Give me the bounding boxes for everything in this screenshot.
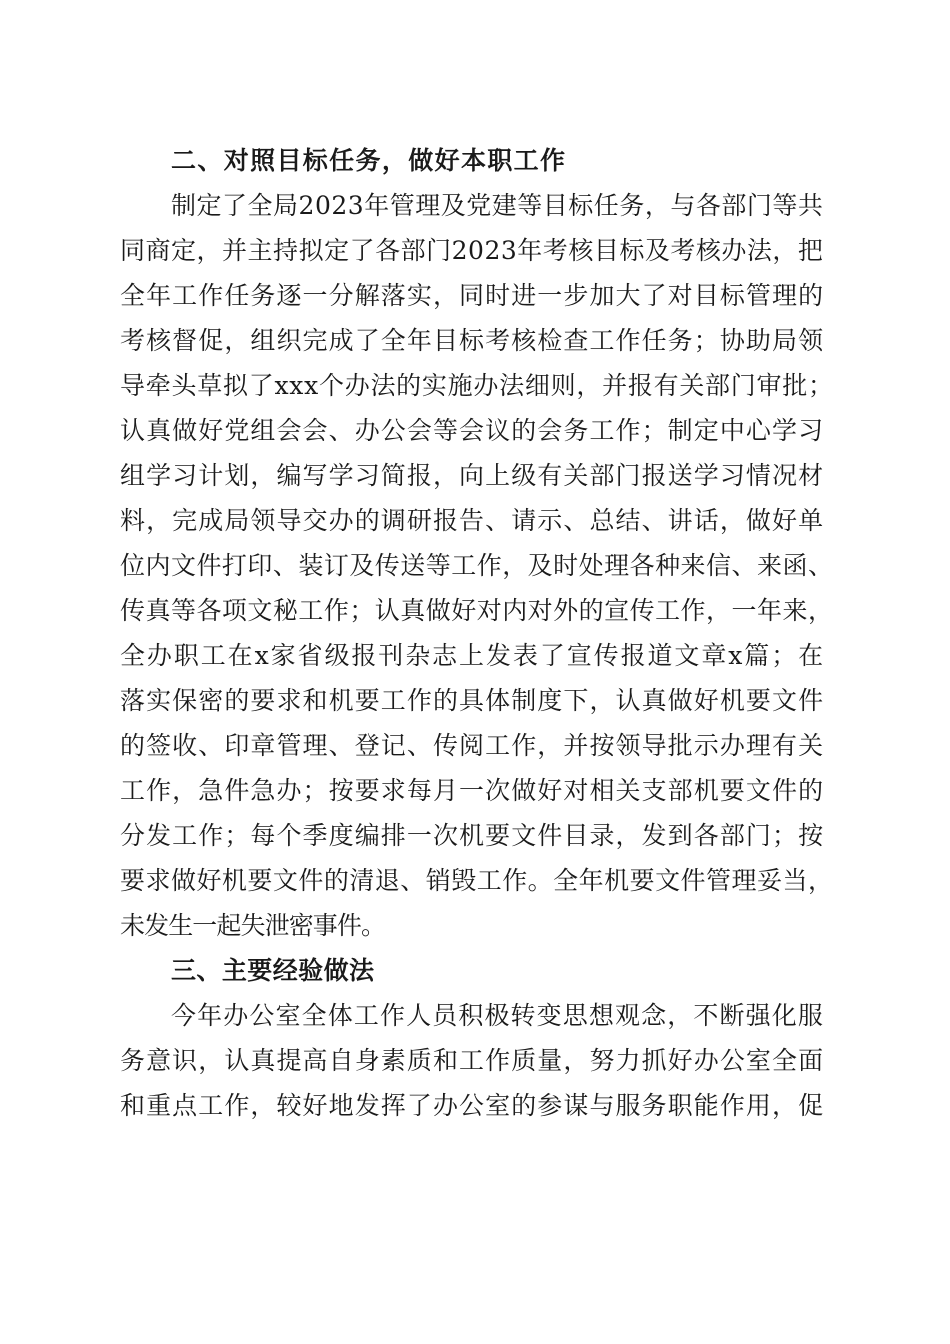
paragraph-line: 今年办公室全体工作人员积极转变思想观念，不断强化服 <box>171 1001 825 1030</box>
paragraph-line: 落实保密的要求和机要工作的具体制度下，认真做好机要文件 <box>120 686 825 715</box>
paragraph-line: 料，完成局领导交办的调研报告、请示、总结、讲话，做好单 <box>120 506 825 535</box>
paragraph-line: 未发生一起失泄密事件。 <box>120 911 386 940</box>
paragraph-line: 和重点工作，较好地发挥了办公室的参谋与服务职能作用，促 <box>120 1091 825 1120</box>
paragraph-line: 导牵头草拟了xxx个办法的实施办法细则，并报有关部门审批； <box>120 371 834 400</box>
paragraph-line: 的签收、印章管理、登记、传阅工作，并按领导批示办理有关 <box>120 731 825 760</box>
paragraph-line: 全办职工在x家省级报刊杂志上发表了宣传报道文章x篇；在 <box>120 641 826 670</box>
paragraph-line: 位内文件打印、装订及传送等工作，及时处理各种来信、来函、 <box>120 551 834 580</box>
section-2-heading-text: 二、对照目标任务，做好本职工作 <box>171 146 567 175</box>
paragraph-line: 组学习计划，编写学习简报，向上级有关部门报送学习情况材 <box>120 461 825 490</box>
paragraph-line: 认真做好党组会会、办公会等会议的会务工作；制定中心学习 <box>120 416 825 445</box>
paragraph-line: 分发工作；每个季度编排一次机要文件目录，发到各部门；按 <box>120 821 825 850</box>
paragraph-line: 务意识，认真提高自身素质和工作质量，努力抓好办公室全面 <box>120 1046 825 1075</box>
paragraph-line: 同商定，并主持拟定了各部门2023年考核目标及考核办法，把 <box>120 236 824 265</box>
paragraph-line: 工作，急件急办；按要求每月一次做好对相关支部机要文件的 <box>120 776 825 805</box>
section-2-heading <box>0 141 950 181</box>
paragraph-line: 考核督促，组织完成了全年目标考核检查工作任务；协助局领 <box>120 326 825 355</box>
paragraph-line: 制定了全局2023年管理及党建等目标任务，与各部门等共 <box>171 191 824 220</box>
section-3-heading <box>0 951 950 991</box>
section-3-heading-text: 三、主要经验做法 <box>171 956 375 985</box>
paragraph-line: 传真等各项文秘工作；认真做好对内对外的宣传工作，一年来， <box>120 596 834 625</box>
paragraph-line: 要求做好机要文件的清退、销毁工作。全年机要文件管理妥当， <box>120 866 834 895</box>
paragraph-line: 全年工作任务逐一分解落实，同时进一步加大了对目标管理的 <box>120 281 825 310</box>
